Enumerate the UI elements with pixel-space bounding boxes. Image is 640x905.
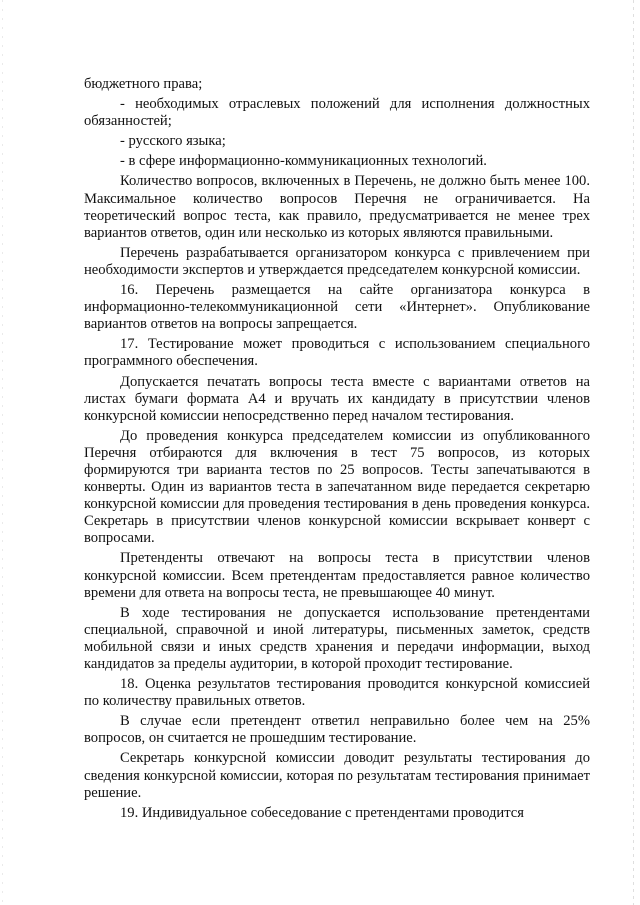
scan-edge-left [2, 0, 3, 905]
paragraph: - необходимых отраслевых положений для исполнения должностных обязанностей; [84, 96, 590, 130]
paragraph: До проведения конкурса председателем комиссии из опубликованного Перечня отбираются для включения в тест 75 вопросов, из которых формируются три варианта тестов по 25 вопросов. Тесты запечатываются в конверты. Один из вариантов теста в запечатанном виде передается секретарю конкурсной комиссии для проведения тестирования в день проведения конкурса. Секретарь в присутствии членов конкурсной комиссии вскрывает конверт с вопросами. [84, 427, 590, 547]
paragraph: 18. Оценка результатов тестирования проводится конкурсной комиссией по количеству правильных ответов. [84, 676, 590, 710]
paragraph: - в сфере информационно-коммуникационных технологий. [120, 153, 487, 170]
paragraph: 17. Тестирование может проводиться с использованием специального программного обеспечения. [84, 336, 590, 370]
document-body [84, 76, 590, 825]
paragraph: бюджетного права; [84, 76, 203, 92]
paragraph: - русского языка; [120, 133, 226, 150]
paragraph: Допускается печатать вопросы теста вместе с вариантами ответов на листах бумаги формата А4 и вручать их кандидату в присутствии членов конкурсной комиссии непосредственно перед началом тестирования. [84, 373, 590, 424]
paragraph: Количество вопросов, включенных в Перечень, не должно быть менее 100. Максимальное количество вопросов Перечня не ограничивается. На теоретический вопрос теста, как правило, предусматривается не менее трех вариантов ответов, один или несколько из которых являются правильными. [84, 173, 590, 241]
paragraph: В ходе тестирования не допускается использование претендентами специальной, справочной и иной литературы, письменных заметок, средств мобильной связи и иных средств хранения и передачи информации, выход кандидатов за пределы аудитории, в которой проходит тестирование. [84, 604, 590, 672]
paragraph: 19. Индивидуальное собеседование с претендентами проводится [120, 804, 524, 821]
paragraph: Перечень разрабатывается организатором конкурса с привлечением при необходимости экспертов и утверждается председателем конкурсной комиссии. [84, 244, 590, 278]
paragraph: Претенденты отвечают на вопросы теста в присутствии членов конкурсной комиссии. Всем претендентам предоставляется равное количество времени для ответа на вопросы теста, не превышающее 40 минут. [84, 550, 590, 601]
scan-edge-right [633, 0, 634, 905]
paragraph: В случае если претендент ответил неправильно более чем на 25% вопросов, он считается не прошедшим тестирование. [84, 713, 590, 747]
paragraph: 16. Перечень размещается на сайте организатора конкурса в информационно-телекоммуникационной сети «Интернет». Опубликование вариантов ответов на вопросы запрещается. [84, 282, 590, 333]
paragraph: Секретарь конкурсной комиссии доводит результаты тестирования до сведения конкурсной комиссии, которая по результатам тестирования принимает решение. [84, 750, 590, 801]
